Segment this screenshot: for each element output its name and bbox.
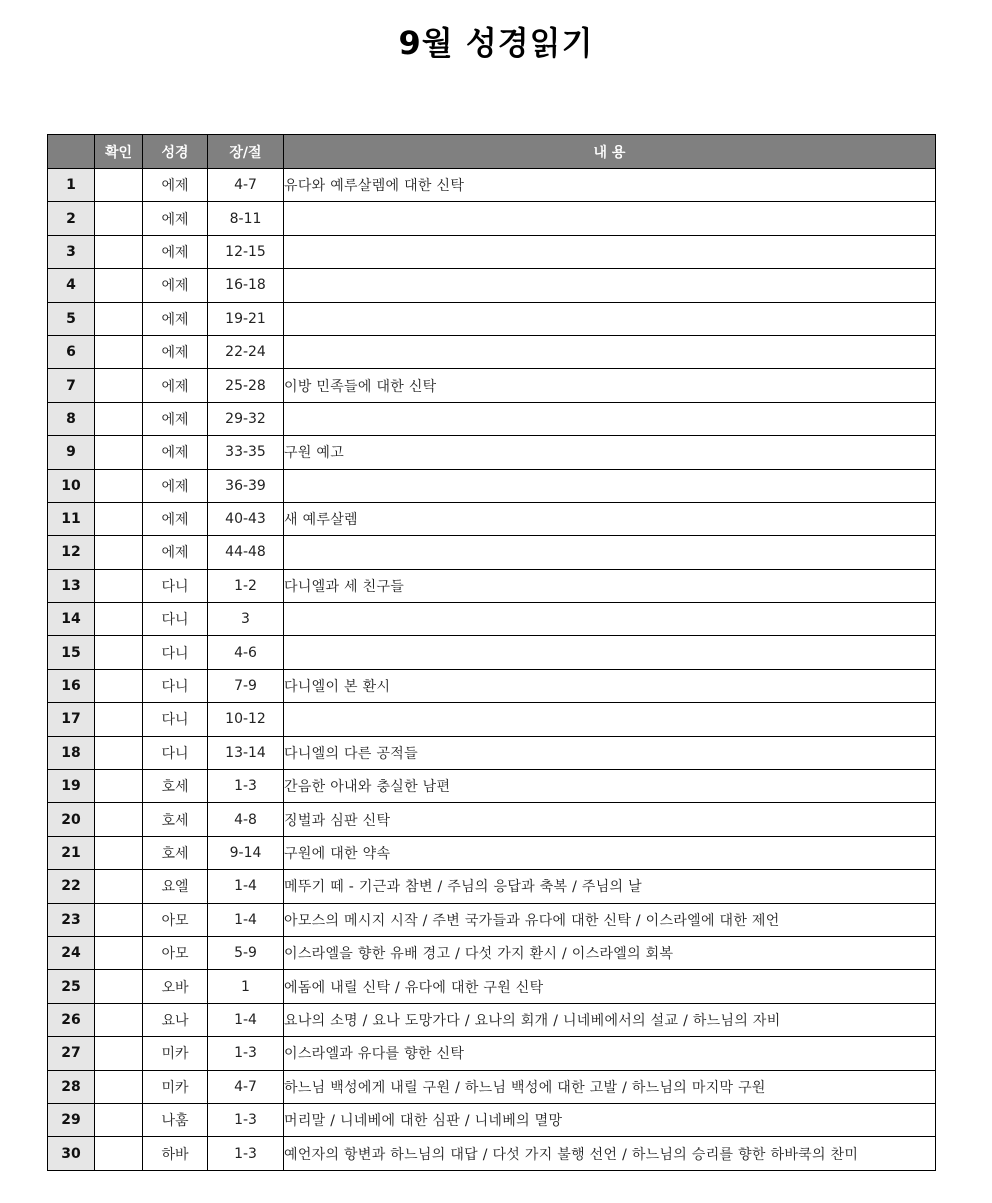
day-number-cell: 10 xyxy=(48,469,95,502)
table-row xyxy=(48,536,936,569)
table-row xyxy=(48,436,936,469)
chapter-cell: 1-3 xyxy=(208,1037,284,1070)
day-number-cell: 1 xyxy=(48,169,95,202)
book-cell: 미카 xyxy=(143,1070,208,1103)
chapter-cell: 33-35 xyxy=(208,436,284,469)
table-row xyxy=(48,1037,936,1070)
chapter-cell: 13-14 xyxy=(208,736,284,769)
day-number-cell: 8 xyxy=(48,402,95,435)
content-cell xyxy=(284,335,936,368)
table-row xyxy=(48,235,936,268)
book-cell: 다니 xyxy=(143,736,208,769)
content-cell: 구원에 대한 약속 xyxy=(284,836,936,869)
book-cell: 다니 xyxy=(143,669,208,702)
content-cell xyxy=(284,402,936,435)
day-number-cell: 13 xyxy=(48,569,95,602)
content-cell: 머리말 / 니네베에 대한 심판 / 니네베의 멸망 xyxy=(284,1103,936,1136)
check-cell[interactable] xyxy=(95,1137,143,1170)
book-cell: 에제 xyxy=(143,469,208,502)
content-cell: 간음한 아내와 충실한 남편 xyxy=(284,770,936,803)
book-cell: 나훔 xyxy=(143,1103,208,1136)
check-cell[interactable] xyxy=(95,169,143,202)
day-number-cell: 27 xyxy=(48,1037,95,1070)
chapter-cell: 10-12 xyxy=(208,703,284,736)
check-cell[interactable] xyxy=(95,870,143,903)
check-cell[interactable] xyxy=(95,502,143,535)
chapter-cell: 7-9 xyxy=(208,669,284,702)
check-cell[interactable] xyxy=(95,803,143,836)
chapter-cell: 4-6 xyxy=(208,636,284,669)
chapter-cell: 4-7 xyxy=(208,1070,284,1103)
book-cell: 다니 xyxy=(143,703,208,736)
check-cell[interactable] xyxy=(95,603,143,636)
day-number-cell: 11 xyxy=(48,502,95,535)
chapter-cell: 4-7 xyxy=(208,169,284,202)
header-book: 성경 xyxy=(143,135,208,169)
day-number-cell: 28 xyxy=(48,1070,95,1103)
day-number-cell: 3 xyxy=(48,235,95,268)
content-cell: 이방 민족들에 대한 신탁 xyxy=(284,369,936,402)
book-cell: 요엘 xyxy=(143,870,208,903)
content-cell xyxy=(284,202,936,235)
table-row xyxy=(48,703,936,736)
content-cell: 새 예루살렘 xyxy=(284,502,936,535)
check-cell[interactable] xyxy=(95,269,143,302)
chapter-cell: 25-28 xyxy=(208,369,284,402)
chapter-cell: 1-3 xyxy=(208,1137,284,1170)
day-number-cell: 15 xyxy=(48,636,95,669)
check-cell[interactable] xyxy=(95,1070,143,1103)
chapter-cell: 22-24 xyxy=(208,335,284,368)
table-row xyxy=(48,669,936,702)
day-number-cell: 6 xyxy=(48,335,95,368)
check-cell[interactable] xyxy=(95,770,143,803)
check-cell[interactable] xyxy=(95,1037,143,1070)
table-row xyxy=(48,269,936,302)
check-cell[interactable] xyxy=(95,903,143,936)
table-row xyxy=(48,502,936,535)
content-cell xyxy=(284,603,936,636)
check-cell[interactable] xyxy=(95,703,143,736)
check-cell[interactable] xyxy=(95,235,143,268)
book-cell: 오바 xyxy=(143,970,208,1003)
content-cell xyxy=(284,302,936,335)
day-number-cell: 2 xyxy=(48,202,95,235)
check-cell[interactable] xyxy=(95,202,143,235)
table-row xyxy=(48,402,936,435)
chapter-cell: 44-48 xyxy=(208,536,284,569)
chapter-cell: 9-14 xyxy=(208,836,284,869)
check-cell[interactable] xyxy=(95,335,143,368)
day-number-cell: 7 xyxy=(48,369,95,402)
table-row xyxy=(48,903,936,936)
table-row xyxy=(48,636,936,669)
chapter-cell: 12-15 xyxy=(208,235,284,268)
content-cell xyxy=(284,269,936,302)
book-cell: 호세 xyxy=(143,803,208,836)
chapter-cell: 4-8 xyxy=(208,803,284,836)
day-number-cell: 26 xyxy=(48,1003,95,1036)
table-row xyxy=(48,469,936,502)
chapter-cell: 1-4 xyxy=(208,870,284,903)
book-cell: 다니 xyxy=(143,636,208,669)
table-header-row xyxy=(48,135,936,169)
book-cell: 에제 xyxy=(143,369,208,402)
day-number-cell: 30 xyxy=(48,1137,95,1170)
book-cell: 다니 xyxy=(143,603,208,636)
content-cell xyxy=(284,469,936,502)
check-cell[interactable] xyxy=(95,836,143,869)
content-cell: 다니엘과 세 친구들 xyxy=(284,569,936,602)
book-cell: 에제 xyxy=(143,269,208,302)
book-cell: 요나 xyxy=(143,1003,208,1036)
book-cell: 아모 xyxy=(143,903,208,936)
day-number-cell: 21 xyxy=(48,836,95,869)
book-cell: 호세 xyxy=(143,770,208,803)
check-cell[interactable] xyxy=(95,669,143,702)
day-number-cell: 17 xyxy=(48,703,95,736)
check-cell[interactable] xyxy=(95,936,143,969)
day-number-cell: 12 xyxy=(48,536,95,569)
table-row xyxy=(48,870,936,903)
book-cell: 다니 xyxy=(143,569,208,602)
table-row xyxy=(48,936,936,969)
book-cell: 아모 xyxy=(143,936,208,969)
table-row xyxy=(48,335,936,368)
table-row xyxy=(48,569,936,602)
content-cell: 이스라엘을 향한 유배 경고 / 다섯 가지 환시 / 이스라엘의 회복 xyxy=(284,936,936,969)
table-row xyxy=(48,202,936,235)
book-cell: 에제 xyxy=(143,335,208,368)
content-cell: 유다와 예루살렘에 대한 신탁 xyxy=(284,169,936,202)
content-cell xyxy=(284,636,936,669)
book-cell: 에제 xyxy=(143,536,208,569)
day-number-cell: 16 xyxy=(48,669,95,702)
book-cell: 에제 xyxy=(143,502,208,535)
day-number-cell: 9 xyxy=(48,436,95,469)
book-cell: 하바 xyxy=(143,1137,208,1170)
table-row xyxy=(48,970,936,1003)
chapter-cell: 1-3 xyxy=(208,1103,284,1136)
day-number-cell: 20 xyxy=(48,803,95,836)
header-content: 내 용 xyxy=(284,135,936,169)
header-chapter: 장/절 xyxy=(208,135,284,169)
page-title: 9월 성경읽기 xyxy=(398,24,594,62)
content-cell: 다니엘의 다른 공적들 xyxy=(284,736,936,769)
chapter-cell: 29-32 xyxy=(208,402,284,435)
book-cell: 에제 xyxy=(143,436,208,469)
check-cell[interactable] xyxy=(95,1103,143,1136)
check-cell[interactable] xyxy=(95,736,143,769)
chapter-cell: 8-11 xyxy=(208,202,284,235)
content-cell: 에돔에 내릴 신탁 / 유다에 대한 구원 신탁 xyxy=(284,970,936,1003)
day-number-cell: 19 xyxy=(48,770,95,803)
table-row xyxy=(48,1070,936,1103)
chapter-cell: 40-43 xyxy=(208,502,284,535)
table-row xyxy=(48,836,936,869)
book-cell: 에제 xyxy=(143,202,208,235)
day-number-cell: 29 xyxy=(48,1103,95,1136)
book-cell: 호세 xyxy=(143,836,208,869)
check-cell[interactable] xyxy=(95,369,143,402)
table-row xyxy=(48,770,936,803)
day-number-cell: 4 xyxy=(48,269,95,302)
table-row xyxy=(48,603,936,636)
table-row xyxy=(48,1103,936,1136)
book-cell: 에제 xyxy=(143,402,208,435)
table-row xyxy=(48,1003,936,1036)
chapter-cell: 1-2 xyxy=(208,569,284,602)
check-cell[interactable] xyxy=(95,970,143,1003)
table-row xyxy=(48,169,936,202)
book-cell: 에제 xyxy=(143,235,208,268)
content-cell: 징벌과 심판 신탁 xyxy=(284,803,936,836)
chapter-cell: 5-9 xyxy=(208,936,284,969)
chapter-cell: 1-4 xyxy=(208,903,284,936)
check-cell[interactable] xyxy=(95,636,143,669)
book-cell: 에제 xyxy=(143,302,208,335)
header-num xyxy=(48,135,95,169)
check-cell[interactable] xyxy=(95,469,143,502)
reading-schedule-table xyxy=(47,134,936,1171)
table-row xyxy=(48,803,936,836)
check-cell[interactable] xyxy=(95,402,143,435)
chapter-cell: 1-4 xyxy=(208,1003,284,1036)
content-cell: 다니엘이 본 환시 xyxy=(284,669,936,702)
check-cell[interactable] xyxy=(95,302,143,335)
chapter-cell: 3 xyxy=(208,603,284,636)
book-cell: 에제 xyxy=(143,169,208,202)
check-cell[interactable] xyxy=(95,569,143,602)
check-cell[interactable] xyxy=(95,436,143,469)
day-number-cell: 14 xyxy=(48,603,95,636)
book-cell: 미카 xyxy=(143,1037,208,1070)
table-row xyxy=(48,736,936,769)
content-cell: 구원 예고 xyxy=(284,436,936,469)
day-number-cell: 5 xyxy=(48,302,95,335)
check-cell[interactable] xyxy=(95,536,143,569)
day-number-cell: 24 xyxy=(48,936,95,969)
content-cell: 요나의 소명 / 요나 도망가다 / 요나의 회개 / 니네베에서의 설교 / 하느님의 자비 xyxy=(284,1003,936,1036)
day-number-cell: 25 xyxy=(48,970,95,1003)
content-cell: 하느님 백성에게 내릴 구원 / 하느님 백성에 대한 고발 / 하느님의 마지막 구원 xyxy=(284,1070,936,1103)
content-cell xyxy=(284,235,936,268)
chapter-cell: 19-21 xyxy=(208,302,284,335)
content-cell: 메뚜기 떼 - 기근과 참변 / 주님의 응답과 축복 / 주님의 날 xyxy=(284,870,936,903)
content-cell: 이스라엘과 유다를 향한 신탁 xyxy=(284,1037,936,1070)
content-cell: 아모스의 메시지 시작 / 주변 국가들과 유다에 대한 신탁 / 이스라엘에 대한 제언 xyxy=(284,903,936,936)
chapter-cell: 1-3 xyxy=(208,770,284,803)
table-row xyxy=(48,302,936,335)
chapter-cell: 1 xyxy=(208,970,284,1003)
day-number-cell: 18 xyxy=(48,736,95,769)
chapter-cell: 16-18 xyxy=(208,269,284,302)
content-cell: 예언자의 항변과 하느님의 대답 / 다섯 가지 불행 선언 / 하느님의 승리를 향한 하바쿡의 찬미 xyxy=(284,1137,936,1170)
chapter-cell: 36-39 xyxy=(208,469,284,502)
content-cell xyxy=(284,536,936,569)
table-row xyxy=(48,369,936,402)
day-number-cell: 22 xyxy=(48,870,95,903)
check-cell[interactable] xyxy=(95,1003,143,1036)
header-check: 확인 xyxy=(95,135,143,169)
table-row xyxy=(48,1137,936,1170)
day-number-cell: 23 xyxy=(48,903,95,936)
content-cell xyxy=(284,703,936,736)
